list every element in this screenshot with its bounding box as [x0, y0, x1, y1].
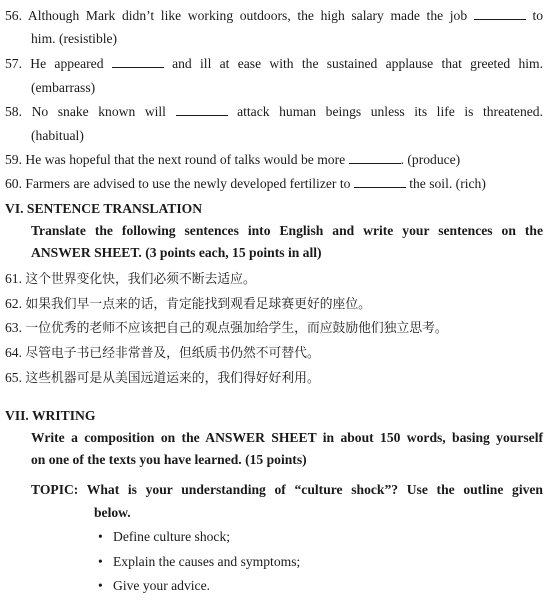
item-64 [5, 345, 320, 362]
answer-blank[interactable] [474, 8, 526, 20]
instruction-line: Translate the following sentences into English and write your sentences on the [31, 223, 543, 238]
item-text: and ill at ease with the sustained applause that greeted him. [172, 56, 543, 71]
topic-line [31, 482, 543, 498]
answer-blank[interactable] [176, 104, 228, 116]
item-57-continuation: (embarrass) [31, 80, 96, 95]
item-60 [5, 176, 486, 192]
item-number: 58. [5, 104, 22, 119]
item-text: to [532, 8, 544, 23]
item-number: 61. [5, 271, 22, 286]
outline-text: Give your advice. [113, 578, 211, 593]
item-number: 63. [5, 320, 22, 335]
topic-text: TOPIC: What is your understanding of “culture shock”? Use the outline given [31, 482, 543, 497]
item-text: the soil. (rich) [409, 176, 486, 191]
item-text: Farmers are advised to use the newly developed fertilizer to [25, 176, 351, 191]
item-58-continuation: (habitual) [31, 128, 84, 143]
translation-sentence: 尽管电子书已经非常普及，但纸质书仍然不可替代。 [25, 346, 320, 361]
answer-blank[interactable] [112, 56, 164, 68]
item-text: He was hopeful that the next round of talks would be more [25, 152, 346, 167]
item-56 [5, 8, 543, 24]
section-6-heading: VI. SENTENCE TRANSLATION [5, 201, 203, 216]
item-63 [5, 320, 448, 337]
instruction-line: ANSWER SHEET. (3 points each, 15 points in all) [31, 245, 322, 260]
section-7-heading: VII. WRITING [5, 408, 96, 423]
translation-sentence: 这个世界变化快，我们必须不断去适应。 [25, 272, 256, 287]
bullet-icon: • [98, 529, 103, 544]
item-text: No snake known will [31, 104, 166, 119]
item-number: 57. [5, 56, 22, 71]
instruction-line: on one of the texts you have learned. (15 points) [31, 452, 307, 467]
item-62 [5, 296, 371, 313]
section-7-instruction [31, 430, 543, 446]
item-number: 62. [5, 296, 22, 311]
item-58 [5, 104, 543, 120]
item-number: 59. [5, 152, 22, 167]
item-number: 60. [5, 176, 22, 191]
bullet-icon: • [98, 578, 103, 593]
item-57-line1 [5, 56, 543, 72]
item-text: attack human beings unless its life is threatened. [237, 104, 543, 119]
translation-sentence: 这些机器可是从美国远道运来的，我们得好好利用。 [25, 371, 320, 386]
item-56-continuation: him. (resistible) [31, 31, 118, 46]
topic-text: below. [94, 505, 131, 520]
item-text: Although Mark didn’t like working outdoors, the high salary made the job [27, 8, 468, 23]
item-59 [5, 152, 460, 168]
outline-text: Define culture shock; [113, 529, 231, 544]
item-65 [5, 370, 320, 387]
translation-sentence: 如果我们早一点来的话，肯定能找到观看足球赛更好的座位。 [25, 297, 371, 312]
item-number: 56. [5, 8, 22, 23]
answer-blank[interactable] [354, 176, 406, 188]
item-number: 65. [5, 370, 22, 385]
item-56-line1 [5, 8, 543, 24]
bullet-icon: • [98, 554, 103, 569]
item-58-line1 [5, 104, 543, 120]
section-6-instruction [31, 223, 543, 239]
item-61 [5, 271, 256, 288]
translation-sentence: 一位优秀的老师不应该把自己的观点强加给学生，而应鼓励他们独立思考。 [25, 321, 448, 336]
outline-text: Explain the causes and symptoms; [113, 554, 301, 569]
instruction-line: Write a composition on the ANSWER SHEET in about 150 words, basing yourself [31, 430, 543, 445]
item-57 [5, 56, 543, 72]
item-text: . (produce) [400, 152, 461, 167]
item-number: 64. [5, 345, 22, 360]
item-text: He appeared [30, 56, 104, 71]
answer-blank[interactable] [349, 152, 401, 164]
